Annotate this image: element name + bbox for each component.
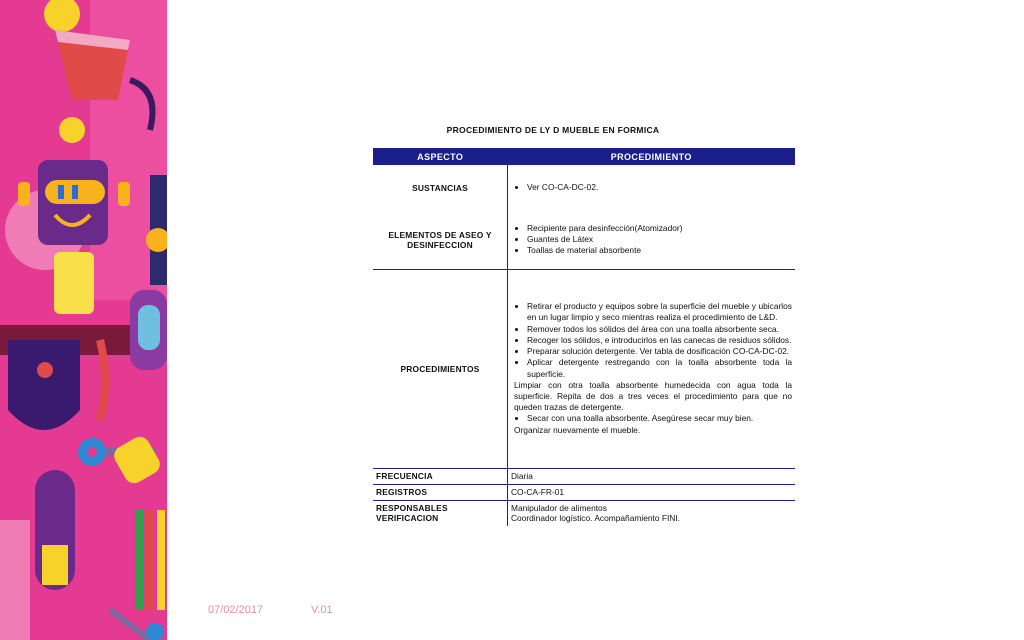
footer-version: V.01	[311, 604, 333, 616]
list-item: • Secar con una toalla absorbente. Asegúrese secar muy bien.	[527, 413, 792, 424]
label-procedimientos: PROCEDIMIENTOS	[373, 269, 508, 468]
list-item: • Guantes de Látex	[527, 234, 792, 245]
value-responsables	[508, 500, 796, 526]
procedure-paragraph: Limpiar con otra toalla absorbente humedecida con agua toda la superficie. Repita de dos a tres veces el procedimiento para que no queden trazas de detergente.	[514, 379, 792, 413]
procedure-table	[373, 148, 795, 526]
row-sustancias	[373, 165, 795, 211]
document-title: PROCEDIMIENTO DE LY D MUEBLE EN FORMICA	[446, 125, 660, 135]
label-responsables-line2: VERIFICACION	[376, 513, 439, 524]
cell-procedimientos	[508, 269, 796, 468]
list-item: • Recipiente para desinfección(Atomizador)	[527, 223, 792, 234]
label-elementos-line2: DESINFECCION	[407, 239, 473, 250]
header-aspecto: ASPECTO	[373, 148, 508, 165]
list-item: • Ver CO-CA-DC-02.	[527, 182, 792, 193]
row-elementos	[373, 211, 795, 269]
label-responsables	[373, 500, 508, 526]
footer-date: 07/02/2017	[208, 604, 264, 616]
label-elementos-line1: ELEMENTOS DE ASEO Y	[388, 229, 492, 240]
label-frecuencia: FRECUENCIA	[373, 468, 508, 484]
label-sustancias: SUSTANCIAS	[373, 165, 508, 211]
header-procedimiento: PROCEDIMIENTO	[508, 148, 796, 165]
list-item: • Recoger los sólidos, e introducirlos en las canecas de residuos sólidos.	[527, 335, 792, 346]
value-frecuencia: Diaria	[508, 468, 796, 484]
row-procedimientos	[373, 269, 795, 468]
list-item: • Preparar solución detergente. Ver tabla de dosificación CO-CA-DC-02.	[527, 346, 792, 357]
sidebar-illustration	[0, 0, 167, 640]
value-responsables-line1: Manipulador de alimentos	[511, 503, 607, 514]
value-registros: CO-CA-FR-01	[508, 484, 796, 500]
value-responsables-line2: Coordinador logístico. Acompañamiento FINI.	[511, 513, 680, 524]
list-item: • Toallas de material absorbente	[527, 245, 792, 256]
row-frecuencia	[373, 468, 795, 484]
label-elementos	[373, 211, 508, 269]
cell-elementos	[508, 211, 796, 269]
list-item: • Retirar el producto y equipos sobre la superficie del mueble y ubicarlos en un lugar limpio y seco mientras realiza el procedimiento de L&D.	[527, 301, 792, 323]
list-item: • Remover todos los sólidos del área con una toalla absorbente seca.	[527, 324, 792, 335]
label-registros: REGISTROS	[373, 484, 508, 500]
cell-sustancias	[508, 165, 796, 211]
list-item: • Aplicar detergente restregando con la toalla absorbente toda la superficie.	[527, 357, 792, 379]
table-header-row	[373, 148, 795, 165]
decorative-sidebar	[0, 0, 167, 640]
label-responsables-line1: RESPONSABLES	[376, 503, 448, 514]
row-responsables	[373, 500, 795, 526]
procedure-organizar: Organizar nuevamente el mueble.	[514, 424, 641, 435]
row-registros	[373, 484, 795, 500]
